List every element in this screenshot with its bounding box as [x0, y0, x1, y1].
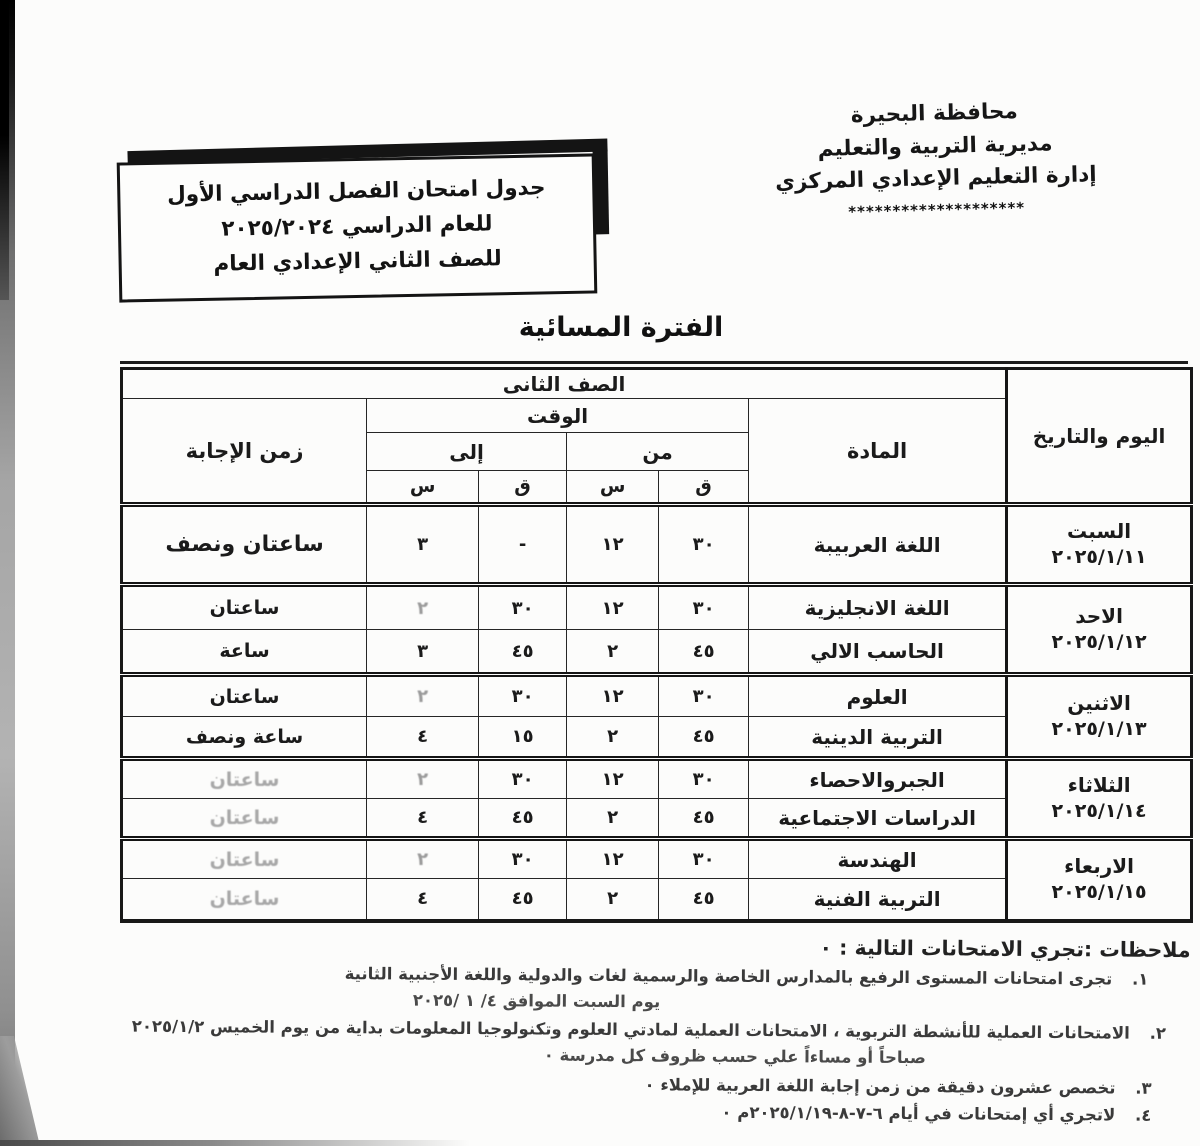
org-line-governorate: محافظة البحيرة: [850, 98, 1019, 129]
from-hours-cell: ٢: [567, 879, 659, 921]
subject-cell: اللغة الانجليزية: [749, 585, 1007, 630]
answer-time-cell: ساعتان: [122, 759, 367, 799]
answer-time-cell: ساعتان: [122, 799, 367, 839]
from-hours-cell: ٢: [567, 717, 659, 759]
subject-cell: الجبروالاحصاء: [749, 759, 1007, 799]
stars-divider: ********************: [848, 198, 1026, 222]
note-item-1: [30, 962, 1148, 989]
note-item-2-continuation: صباحاً أو مساءاً علي حسب ظروف كل مدرسة ٠: [543, 1045, 926, 1068]
subject-cell: اللغة العربيبة: [749, 505, 1007, 585]
title-line-year: للعام الدراسي ٢٠٢٥/٢٠٢٤: [221, 211, 493, 242]
note-text: الامتحانات العملية للأنشطة التربوية ، الامتحانات العملية لمادتي العلوم وتكنولوجيا المعلومات بداية من يوم الخميس ٢٠٢٥/١/٢: [131, 1016, 1130, 1043]
exam-schedule-table: [120, 367, 1193, 923]
from-hours-cell: ٢: [567, 799, 659, 839]
from-minutes-cell: ٣٠: [659, 505, 749, 585]
to-hours-cell: ٤: [367, 879, 479, 921]
from-minutes-cell: ٤٥: [659, 717, 749, 759]
col-header-subject: المادة: [749, 399, 1007, 505]
subject-cell: العلوم: [749, 675, 1007, 717]
from-hours-cell: ١٢: [567, 675, 659, 717]
from-minutes-cell: ٣٠: [659, 839, 749, 879]
note-number: ٤.: [1134, 1105, 1152, 1125]
to-hours-cell: ٤: [367, 799, 479, 839]
subject-cell: التربية الدينية: [749, 717, 1007, 759]
note-number: ٣.: [1135, 1078, 1152, 1098]
subject-cell: الحاسب الالي: [749, 630, 1007, 675]
answer-time-cell: ساعتان ونصف: [122, 505, 367, 585]
notes-section: [29, 930, 1192, 1132]
note-number: ٢.: [1149, 1023, 1167, 1043]
to-minutes-cell: ٤٥: [479, 630, 567, 675]
answer-time-cell: ساعة: [122, 630, 367, 675]
answer-time-cell: ساعتان: [122, 879, 367, 921]
to-minutes-cell: -: [479, 505, 567, 585]
note-item-3: [30, 1071, 1152, 1098]
org-line-administration: إدارة التعليم الإعدادي المركزي: [774, 162, 1097, 196]
to-hours-cell: ٣: [367, 630, 479, 675]
to-minutes-cell: ٣٠: [479, 585, 567, 630]
col-header-to-minutes: ق: [479, 471, 567, 505]
section-title: الفترة المسائية: [518, 312, 724, 343]
from-minutes-cell: ٣٠: [659, 585, 749, 630]
to-hours-cell: ٢: [367, 675, 479, 717]
to-hours-cell: ٣: [367, 505, 479, 585]
subject-cell: التربية الفنية: [749, 879, 1007, 921]
col-header-from-hours: س: [567, 471, 659, 505]
col-header-answer-time: زمن الإجابة: [122, 399, 367, 505]
to-minutes-cell: ٣٠: [479, 759, 567, 799]
exam-title-box: [117, 153, 598, 303]
note-text: لاتجري أي إمتحانات في أيام ٦-٧-٨-٢٠٢٥/١/١٩م ٠: [721, 1102, 1116, 1125]
grade-header: الصف الثانى: [122, 369, 1007, 399]
note-number: ١.: [1131, 969, 1149, 989]
scan-bottom-artifact: [0, 1140, 470, 1146]
answer-time-cell: ساعتان: [122, 585, 367, 630]
answer-time-cell: ساعتان: [122, 839, 367, 879]
to-minutes-cell: ٤٥: [479, 879, 567, 921]
title-line-schedule: جدول امتحان الفصل الدراسي الأول: [166, 175, 546, 208]
to-hours-cell: ٢: [367, 585, 479, 630]
from-minutes-cell: ٣٠: [659, 675, 749, 717]
day-cell-monday: الاثنين ٢٠٢٥/١/١٣: [1007, 675, 1192, 759]
col-header-from-minutes: ق: [659, 471, 749, 505]
from-hours-cell: ١٢: [567, 505, 659, 585]
note-item-2: [30, 1016, 1166, 1043]
subject-cell: الهندسة: [749, 839, 1007, 879]
note-text: تخصص عشرون دقيقة من زمن إجابة اللغة العربية للإملاء ٠: [644, 1075, 1116, 1098]
to-minutes-cell: ٣٠: [479, 839, 567, 879]
day-cell-sunday: الاحد ٢٠٢٥/١/١٢: [1007, 585, 1192, 675]
col-header-day-date: اليوم والتاريخ: [1007, 369, 1192, 505]
from-hours-cell: ٢: [567, 630, 659, 675]
to-hours-cell: ٤: [367, 717, 479, 759]
answer-time-cell: ساعة ونصف: [122, 717, 367, 759]
subject-cell: الدراسات الاجتماعية: [749, 799, 1007, 839]
day-cell-saturday: السبت ٢٠٢٥/١/١١: [1007, 505, 1192, 585]
from-minutes-cell: ٣٠: [659, 759, 749, 799]
notes-heading: ملاحظات :تجري الامتحانات التالية : ٠: [819, 935, 1191, 963]
note-item-1-continuation: يوم السبت الموافق ٤/ ١ /٢٠٢٥: [412, 990, 661, 1012]
note-item-4: [29, 1098, 1151, 1125]
from-minutes-cell: ٤٥: [659, 879, 749, 921]
from-hours-cell: ١٢: [567, 839, 659, 879]
from-hours-cell: ١٢: [567, 759, 659, 799]
to-minutes-cell: ١٥: [479, 717, 567, 759]
exam-table-wrap: [120, 367, 1190, 923]
title-line-grade: للصف الثاني الإعدادي العام: [213, 245, 502, 277]
to-minutes-cell: ٣٠: [479, 675, 567, 717]
scan-edge-dark-artifact: [0, 0, 9, 300]
org-line-directorate: مديرية التربية والتعليم: [817, 130, 1053, 162]
from-minutes-cell: ٤٥: [659, 630, 749, 675]
col-header-to: إلى: [367, 433, 567, 471]
col-header-from: من: [567, 433, 749, 471]
from-minutes-cell: ٤٥: [659, 799, 749, 839]
day-cell-wednesday: الاربعاء ٢٠٢٥/١/١٥: [1007, 839, 1192, 921]
answer-time-cell: ساعتان: [122, 675, 367, 717]
col-header-time: الوقت: [367, 399, 749, 433]
note-text: تجرى امتحانات المستوى الرفيع بالمدارس الخاصة والرسمية لغات والدولية واللغة الأجنبية الثانية: [344, 964, 1113, 989]
org-header: [762, 94, 1110, 226]
from-hours-cell: ١٢: [567, 585, 659, 630]
to-hours-cell: ٢: [367, 759, 479, 799]
col-header-to-hours: س: [367, 471, 479, 505]
to-minutes-cell: ٤٥: [479, 799, 567, 839]
day-cell-tuesday: الثلاثاء ٢٠٢٥/١/١٤: [1007, 759, 1192, 839]
to-hours-cell: ٢: [367, 839, 479, 879]
